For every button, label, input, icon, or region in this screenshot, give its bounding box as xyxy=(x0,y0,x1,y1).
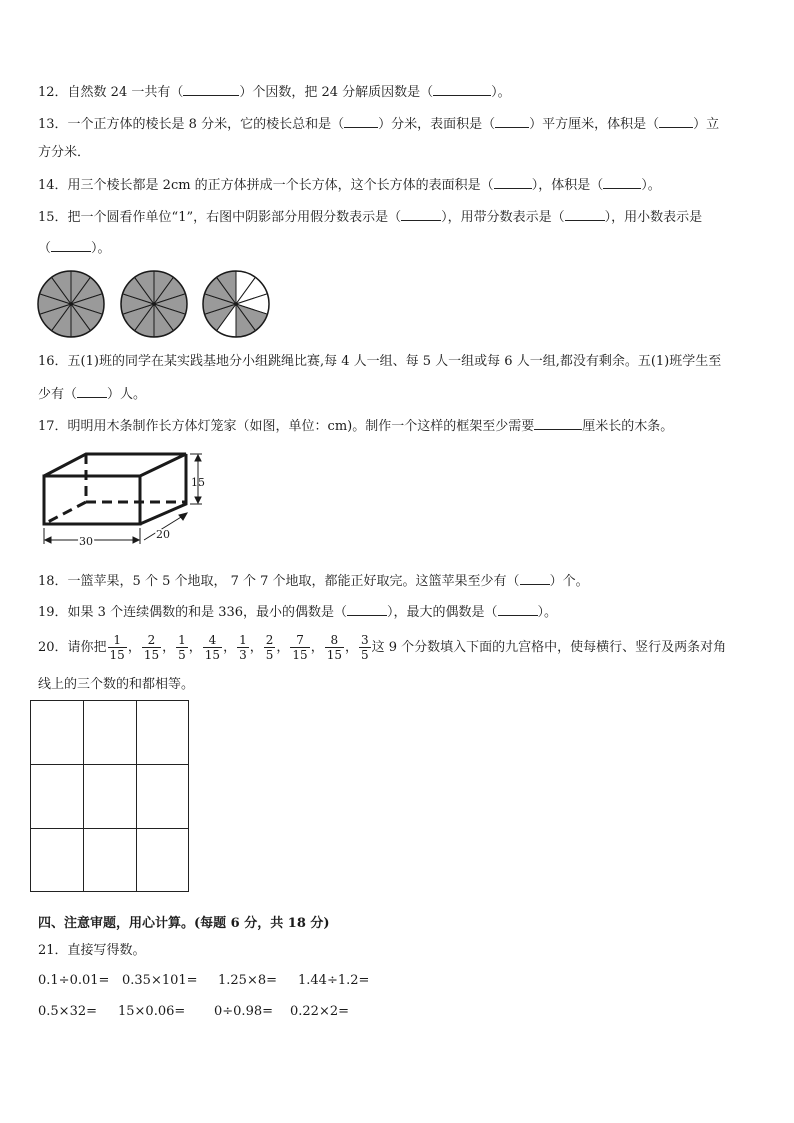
separator: ， xyxy=(162,640,176,655)
separator: ， xyxy=(276,640,290,655)
calc-item: 0.1÷0.01= xyxy=(38,973,110,988)
cuboid-top-face xyxy=(44,454,186,476)
question-19: 19．如果 3 个连续偶数的和是 336，最小的偶数是（ ），最大的偶数是（ ）。 xyxy=(38,602,557,622)
grid-cell[interactable] xyxy=(84,829,136,892)
height-label: 15 xyxy=(191,476,205,489)
question-20-line2: 线上的三个数的和都相等。 xyxy=(38,677,195,692)
fraction: $\frac{7}{15}$ xyxy=(292,633,308,662)
magic-square-grid xyxy=(30,700,189,892)
separator: ， xyxy=(344,640,358,655)
question-14: 14．用三个棱长都是 2cm 的正方体拼成一个长方体，这个长方体的表面积是（ ），体积是（ ）。 xyxy=(38,175,661,195)
answer-blank[interactable] xyxy=(495,114,529,128)
length-label: 30 xyxy=(79,535,93,548)
separator: ， xyxy=(127,640,141,655)
fraction: $\frac{1}{15}$ xyxy=(109,633,125,662)
grid-cell[interactable] xyxy=(137,765,189,828)
calc-item: 0.22×2= xyxy=(290,1004,350,1019)
question-16-line2: 少有（ ）人。 xyxy=(38,384,146,404)
question-13-line2: 方分米． xyxy=(38,145,91,160)
circle-partially-shaded xyxy=(203,271,269,337)
answer-blank[interactable] xyxy=(534,416,582,430)
question-15-line1: 15．把一个圆看作单位“1”，右图中阴影部分用假分数表示是（ ），用带分数表示是（ ），用小数表示是 xyxy=(38,207,702,227)
question-17: 17．明明用木条制作长方体灯笼家（如图，单位：cm)。制作一个这样的框架至少需要 厘米长的木条。 xyxy=(38,416,673,436)
grid-cell[interactable] xyxy=(84,701,136,764)
answer-blank[interactable] xyxy=(565,207,605,221)
question-15-line2: （ ）。 xyxy=(38,238,111,258)
answer-blank[interactable] xyxy=(494,175,532,189)
grid-cell[interactable] xyxy=(31,765,83,828)
separator: ， xyxy=(310,640,324,655)
question-16-line1: 16．五(1)班的同学在某实践基地分小组跳绳比赛,每 4 人一组、每 5 人一组或每 6 人一组,都没有剩余。五(1)班学生至 xyxy=(38,354,722,369)
cuboid-figure xyxy=(36,450,216,550)
answer-blank[interactable] xyxy=(183,82,239,96)
calc-item: 0.5×32= xyxy=(38,1004,98,1019)
fraction: $\frac{1}{5}$ xyxy=(178,633,186,662)
answer-blank[interactable] xyxy=(498,602,538,616)
answer-blank[interactable] xyxy=(51,238,91,252)
question-20-line1: 20．请你把 $\frac{1}{15}$ ， $\frac{2}{15}$ ， $\frac{1}{5}$ ， $\frac{4}{15}$ ， $\frac{1}{3}$ ， $\frac{2}{5}$ ， $\frac{7}{15}$ ， $\frac{8}{15}$ ， $\frac{3}{5}$ 这 9 个分数填入下面的九宫格中，使每横行、竖行及两条对角 xyxy=(38,633,727,662)
cuboid-front-face xyxy=(44,476,140,524)
separator: ， xyxy=(188,640,202,655)
question-18: 18．一篮苹果，5 个 5 个地取， 7 个 7 个地取，都能正好取完。这篮苹果至少有（ ）个。 xyxy=(38,571,589,591)
calc-item: 1.44÷1.2= xyxy=(298,973,370,988)
grid-cell[interactable] xyxy=(31,701,83,764)
separator: ， xyxy=(223,640,237,655)
section-4-heading: 四、注意审题，用心计算。(每题 6 分，共 18 分) xyxy=(38,916,330,931)
grid-cell[interactable] xyxy=(31,829,83,892)
separator: ， xyxy=(249,640,263,655)
calc-item: 15×0.06= xyxy=(118,1004,186,1019)
calc-item: 0÷0.98= xyxy=(214,1004,274,1019)
fraction: $\frac{4}{15}$ xyxy=(204,633,221,662)
fraction: $\frac{2}{5}$ xyxy=(265,633,274,662)
question-12: 12．自然数 24 一共有（ ）个因数，把 24 分解质因数是（ ）。 xyxy=(38,82,511,102)
answer-blank[interactable] xyxy=(433,82,491,96)
answer-blank[interactable] xyxy=(347,602,387,616)
fraction: $\frac{2}{15}$ xyxy=(143,633,160,662)
answer-blank[interactable] xyxy=(77,384,107,398)
answer-blank[interactable] xyxy=(659,114,693,128)
calc-item: 1.25×8= xyxy=(218,973,278,988)
answer-blank[interactable] xyxy=(401,207,441,221)
grid-cell[interactable] xyxy=(84,765,136,828)
question-13-line1: 13．一个正方体的棱长是 8 分米，它的棱长总和是（ ）分米，表面积是（ ）平方厘米，体积是（ ）立 xyxy=(38,114,719,134)
answer-blank[interactable] xyxy=(344,114,378,128)
fraction: $\frac{3}{5}$ xyxy=(361,633,369,662)
grid-cell[interactable] xyxy=(137,701,189,764)
circle-fully-shaded xyxy=(121,271,187,337)
hidden-edge xyxy=(44,502,86,524)
fraction: $\frac{8}{15}$ xyxy=(326,633,342,662)
fraction-list xyxy=(107,633,372,662)
width-label: 20 xyxy=(156,528,170,541)
calc-item: 0.35×101= xyxy=(122,973,198,988)
question-21: 21．直接写得数。 xyxy=(38,943,146,958)
answer-blank[interactable] xyxy=(520,571,550,585)
fraction: $\frac{1}{3}$ xyxy=(239,633,247,662)
grid-cell[interactable] xyxy=(137,829,189,892)
fraction-circles-figure xyxy=(34,268,274,342)
answer-blank[interactable] xyxy=(603,175,641,189)
circle-fully-shaded xyxy=(38,271,104,337)
